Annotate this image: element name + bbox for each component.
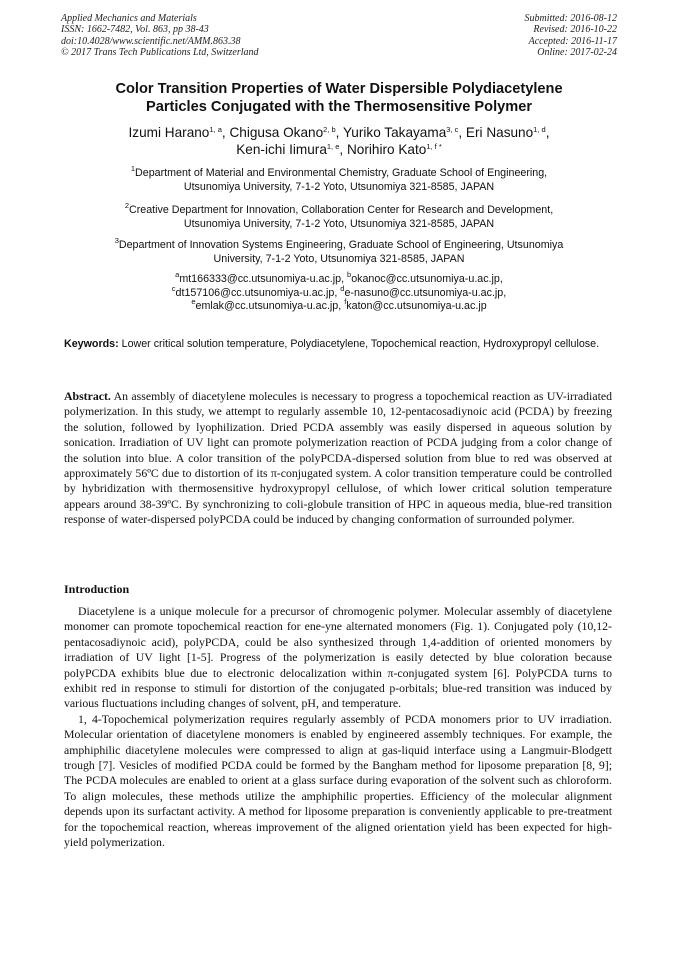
journal-name: Applied Mechanics and Materials	[61, 13, 197, 24]
affiliation-mark: 3	[114, 236, 119, 245]
author-name: Ken-ichi Iimura	[236, 142, 327, 157]
email-mark: d	[340, 283, 345, 293]
affiliation-line: Utsunomiya University, 7-1-2 Yoto, Utsunomiya 321-8585, JAPAN	[183, 180, 495, 193]
date-revised: Revised: 2016-10-22	[533, 24, 617, 36]
affiliation-mark: 1	[130, 164, 136, 173]
keywords-label: Keywords:	[64, 338, 119, 350]
email-mark: b	[347, 270, 352, 279]
author-name: Yuriko Takayama	[342, 125, 447, 140]
keywords-text: Lower critical solution temperature, Polydiacetylene, Topochemical reaction, Hydroxypropyl cellulose.	[121, 338, 600, 350]
journal-header	[61, 13, 617, 58]
author-affiliation-mark: 1, d	[533, 125, 546, 134]
introduction-body	[64, 604, 612, 851]
author-name: Eri Nasuno	[465, 125, 534, 140]
email-mark: f	[344, 297, 347, 306]
author-emails: $^a$mt166333@cc.utsunomiya-u.ac.jp, $^b$okanoc@cc.utsunomiya-u.ac.jp, $^c$dt157106@cc.utsunomiya-u.ac.jp, $^d$e-nasuno@cc.utsunomiya-u.ac.jp, $^e$emlak@cc.utsunomiya-u.ac.jp, $^f$katon@cc.utsunomiya-u.ac.jp	[171, 270, 507, 312]
email-link[interactable]: okanoc@cc.utsunomiya-u.ac.jp	[351, 273, 500, 285]
author-affiliation-mark: 1, a	[209, 125, 222, 134]
paragraph: 1, 4-Topochemical polymerization requires regularly assembly of PCDA monomers prior to UV irradiation. Molecular orientation of diacetylene monomers is enabled by engineered assembly techniques. For example, the amphiphilic diacetylene molecules were compressed to align at gas-liquid interface using a Langmuir-Blodgett trough [7]. Vesicles of modified PCDA could be formed by the Bangham method for liposome preparation [8, 9]; The PCDA molecules are enabled to orient at a glass surface during evaporation of the solvent such as chloroform. To align molecules, these methods utilize the amphiphilic properties. Efficiency of the molecular alignment depends upon its surfactant activity. A method for liposome preparation is conveniently applicable to pre-treatment for the topochemical reaction, whereas improvement of the aligned orientation yield has been expected for high-yield polymerization.	[64, 711, 612, 850]
journal-info	[61, 13, 259, 58]
email-mark: c	[171, 283, 176, 293]
email-mark: a	[175, 270, 180, 279]
submission-dates	[525, 13, 618, 58]
author-name: Chigusa Okano	[229, 125, 324, 140]
author-name: Izumi Harano	[128, 125, 210, 140]
affiliation-2	[50, 201, 628, 231]
abstract-text: An assembly of diacetylene molecules is necessary to progress a topochemical reaction as UV-irradiated polymerization. In this study, we attempt to regularly assemble 10, 12-pentacosadiynoic acid (PCDA) by freezing the solution, followed by lyophilization. Dried PCDA assembly was easily dispersed in aqueous solution by sonication. Irradiation of UV light can promote polymerization reaction of PCDA judging from a color change of the solution into blue. A color transition of the polyPCDA-dispersed solution from blue to red was observed at approximately 56ºC due to distortion of its π-conjugated system. A color transition temperature could be controlled by hybridization with thermosensitive hydroxypropyl cellulose, of which lower critical solution temperature appears around 38-39ºC. By synchronizing to coli-globule transition of HPC in aqueous media, blue-red transition response of water-dispersed polyPCDA could be induced by changing conformation of surrounded polymer.	[64, 389, 612, 527]
date-submitted: Submitted: 2016-08-12	[524, 13, 617, 24]
affiliation-line: Creative Department for Innovation, Collaboration Center for Research and Development,	[129, 204, 554, 216]
email-link[interactable]: mt166333@cc.utsunomiya-u.ac.jp	[179, 273, 342, 285]
author-affiliation-mark: 2, b	[323, 125, 336, 134]
email-link[interactable]: katon@cc.utsunomiya-u.ac.jp	[346, 300, 487, 312]
affiliation-mark: 2	[124, 201, 129, 210]
author-affiliation-mark: 1, e	[326, 142, 340, 151]
affiliation-line: Utsunomiya University, 7-1-2 Yoto, Utsunomiya 321-8585, JAPAN	[183, 217, 495, 230]
keywords	[64, 338, 612, 351]
affiliation-3	[50, 236, 628, 266]
journal-copyright: © 2017 Trans Tech Publications Ltd, Switzerland	[61, 46, 259, 58]
introduction-heading: Introduction	[64, 582, 130, 596]
email-mark: e	[191, 297, 196, 306]
author-name: Norihiro Kato	[346, 142, 427, 157]
date-accepted: Accepted: 2016-11-17	[528, 35, 617, 47]
email-link[interactable]: emlak@cc.utsunomiya-u.ac.jp	[195, 300, 339, 312]
affiliation-1	[50, 164, 628, 194]
journal-issn: ISSN: 1662-7482, Vol. 863, pp 38-43	[61, 24, 209, 36]
abstract	[64, 389, 612, 528]
abstract-label: Abstract.	[64, 389, 111, 403]
email-link[interactable]: dt157106@cc.utsunomiya-u.ac.jp	[175, 286, 335, 299]
date-online: Online: 2017-02-24	[537, 46, 617, 58]
journal-doi: doi:10.4028/www.scientific.net/AMM.863.38	[61, 35, 241, 47]
affiliation-line: Department of Innovation Systems Engineering, Graduate School of Engineering, Utsunomiya	[118, 239, 564, 251]
title-line-1: Color Transition Properties of Water Dispersible Polydiacetylene	[115, 81, 563, 97]
email-link[interactable]: e-nasuno@cc.utsunomiya-u.ac.jp	[344, 286, 504, 299]
paper-title	[40, 80, 638, 116]
affiliation-line: Department of Material and Environmental Chemistry, Graduate School of Engineering,	[135, 167, 548, 179]
author-affiliation-mark: 1, f *	[426, 142, 442, 151]
author-affiliation-mark: 3, c	[446, 125, 459, 134]
author-list: Izumi Harano$^{1, a}$, Chigusa Okano$^{2, b}$, Yuriko Takayama$^{3, c}$, Eri Nasuno$^{1, d}$, Ken-ichi Iimura$^{1, e}$, Norihiro Kato$^{1, f *}$	[128, 125, 550, 157]
title-line-2: Particles Conjugated with the Thermosensitive Polymer	[145, 99, 533, 115]
affiliation-line: University, 7-1-2 Yoto, Utsunomiya 321-8585, JAPAN	[213, 252, 465, 265]
paragraph: Diacetylene is a unique molecule for a precursor of chromogenic polymer. Molecular assembly of diacetylene monomer can promote topochemical reaction for ene-yne alternated monomers (Fig. 1). Conjugated poly (10,12-pentacosadiynoic acid), polyPCDA, could be also synthesized through 1,4-addition of oriented monomers by irradiation of UV light [1-5]. Progress of the polymerization is easily detected by blue coloration because polyPCDA exhibits blue due to electronic delocalization within π-conjugated system [6]. PolyPCDA turns to exhibit red in response to stimuli for distortion of the conjugated p-orbitals; blue-red transition was induced by various fluctuations including changes of solvent, pH, and temperature.	[64, 604, 612, 711]
